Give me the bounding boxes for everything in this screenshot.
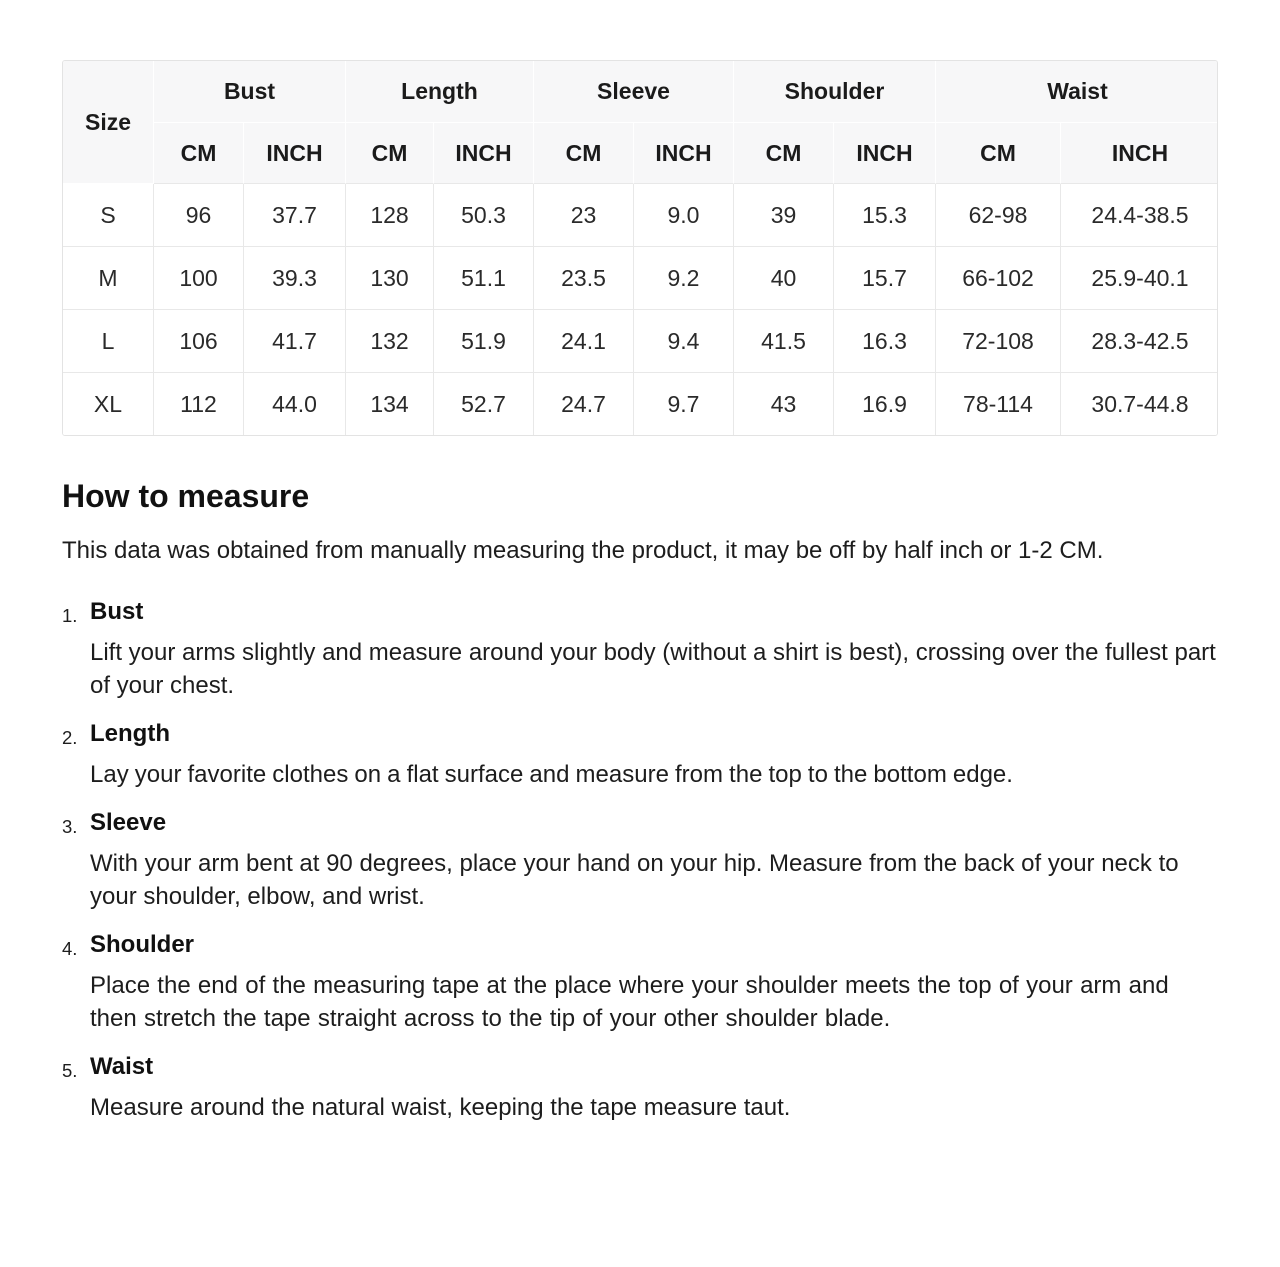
table-group-header-row: [63, 61, 1218, 123]
value-cell: 62-98: [936, 184, 1061, 247]
step-number: 5.: [62, 1060, 78, 1081]
step-number: 2.: [62, 727, 78, 748]
value-cell: 106: [154, 310, 244, 373]
header-unit-bust-cm: CM: [154, 123, 244, 184]
header-unit-bust-inch: INCH: [244, 123, 346, 184]
step-item-length: [62, 721, 1218, 791]
step-number: 4.: [62, 938, 78, 959]
header-unit-waist-inch: INCH: [1061, 123, 1218, 184]
value-cell: 41.5: [734, 310, 834, 373]
value-cell: 24.7: [534, 373, 634, 435]
value-cell: 96: [154, 184, 244, 247]
how-to-measure-intro: This data was obtained from manually measuring the product, it may be off by half inch or 1-2 CM.: [62, 537, 1104, 564]
header-unit-sleeve-cm: CM: [534, 123, 634, 184]
step-number: 3.: [62, 816, 78, 837]
value-cell: 44.0: [244, 373, 346, 435]
value-cell: 9.2: [634, 247, 734, 310]
step-item-sleeve: [62, 810, 1218, 913]
table-row-m: [63, 247, 1218, 310]
value-cell: 28.3-42.5: [1061, 310, 1218, 373]
value-cell: 41.7: [244, 310, 346, 373]
step-item-shoulder: [62, 932, 1218, 1035]
value-cell: 9.0: [634, 184, 734, 247]
header-group-shoulder: Shoulder: [734, 61, 936, 123]
value-cell: 37.7: [244, 184, 346, 247]
value-cell: 9.4: [634, 310, 734, 373]
size-cell: XL: [63, 373, 154, 435]
value-cell: 24.1: [534, 310, 634, 373]
header-size: Size: [63, 61, 154, 184]
size-chart-table: [63, 61, 1218, 435]
value-cell: 132: [346, 310, 434, 373]
table-row-s: [63, 184, 1218, 247]
step-description: Lay your favorite clothes on a flat surface and measure from the top to the bottom edge.: [90, 761, 1013, 788]
value-cell: 15.3: [834, 184, 936, 247]
size-cell: L: [63, 310, 154, 373]
value-cell: 52.7: [434, 373, 534, 435]
value-cell: 23: [534, 184, 634, 247]
value-cell: 51.1: [434, 247, 534, 310]
header-unit-shoulder-inch: INCH: [834, 123, 936, 184]
table-row-xl: [63, 373, 1218, 435]
value-cell: 9.7: [634, 373, 734, 435]
value-cell: 72-108: [936, 310, 1061, 373]
header-group-length: Length: [346, 61, 534, 123]
how-to-measure-title: How to measure: [62, 478, 310, 514]
size-chart-table-wrapper: [62, 60, 1218, 436]
value-cell: 39: [734, 184, 834, 247]
header-group-waist: Waist: [936, 61, 1218, 123]
value-cell: 25.9-40.1: [1061, 247, 1218, 310]
value-cell: 78-114: [936, 373, 1061, 435]
value-cell: 23.5: [534, 247, 634, 310]
header-unit-sleeve-inch: INCH: [634, 123, 734, 184]
size-cell: M: [63, 247, 154, 310]
value-cell: 50.3: [434, 184, 534, 247]
step-title: Sleeve: [90, 809, 167, 836]
value-cell: 30.7-44.8: [1061, 373, 1218, 435]
header-group-sleeve: Sleeve: [534, 61, 734, 123]
value-cell: 39.3: [244, 247, 346, 310]
table-row-l: [63, 310, 1218, 373]
header-group-bust: Bust: [154, 61, 346, 123]
value-cell: 51.9: [434, 310, 534, 373]
header-unit-length-inch: INCH: [434, 123, 534, 184]
header-unit-length-cm: CM: [346, 123, 434, 184]
step-title: Shoulder: [90, 931, 195, 958]
step-number: 1.: [62, 605, 78, 626]
value-cell: 128: [346, 184, 434, 247]
value-cell: 16.9: [834, 373, 936, 435]
value-cell: 24.4-38.5: [1061, 184, 1218, 247]
value-cell: 43: [734, 373, 834, 435]
step-title: Bust: [90, 598, 144, 625]
size-chart-header: [63, 61, 1218, 184]
step-description: Lift your arms slightly and measure around your body (without a shirt is best), crossing over the fullest part of your chest.: [90, 639, 1216, 699]
table-unit-header-row: [63, 123, 1218, 184]
value-cell: 66-102: [936, 247, 1061, 310]
step-description: With your arm bent at 90 degrees, place your hand on your hip. Measure from the back of your neck to your shoulder, elbow, and wrist.: [90, 850, 1179, 910]
size-chart-body: [63, 184, 1218, 435]
value-cell: 130: [346, 247, 434, 310]
size-cell: S: [63, 184, 154, 247]
step-title: Waist: [90, 1053, 154, 1080]
measure-steps-list: [62, 599, 1218, 1124]
header-unit-waist-cm: CM: [936, 123, 1061, 184]
value-cell: 15.7: [834, 247, 936, 310]
header-unit-shoulder-cm: CM: [734, 123, 834, 184]
step-description: Place the end of the measuring tape at the place where your shoulder meets the top of your arm and then stretch the tape straight across to the tip of your other shoulder blade.: [90, 972, 1169, 1032]
value-cell: 16.3: [834, 310, 936, 373]
value-cell: 112: [154, 373, 244, 435]
value-cell: 100: [154, 247, 244, 310]
step-description: Measure around the natural waist, keeping the tape measure taut.: [90, 1094, 791, 1121]
step-item-bust: [62, 599, 1218, 702]
value-cell: 134: [346, 373, 434, 435]
step-title: Length: [90, 720, 170, 747]
value-cell: 40: [734, 247, 834, 310]
step-item-waist: [62, 1054, 1218, 1124]
